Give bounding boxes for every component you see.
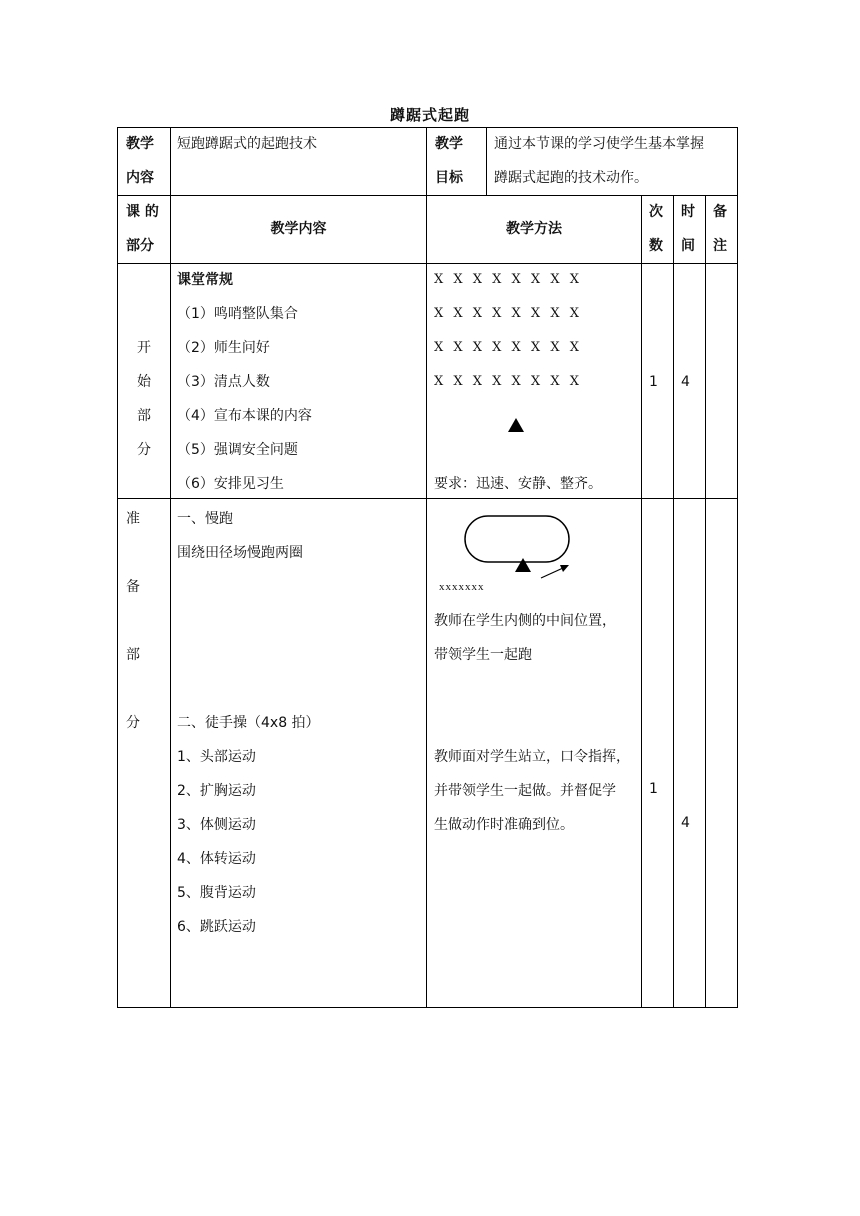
track-label: xxxxxxx	[439, 581, 485, 593]
col-header-part: 课 的	[126, 204, 159, 220]
content-label: 内容	[126, 170, 154, 186]
table-col-divider	[170, 127, 171, 1008]
track-oval	[465, 516, 569, 562]
list-item: （1）鸣哨整队集合	[177, 306, 298, 322]
direction-arrow-icon	[541, 568, 563, 578]
table-col-divider	[426, 127, 427, 1008]
method-text: 带领学生一起跑	[434, 647, 532, 663]
table-row-divider	[117, 195, 738, 196]
method-text: 生做动作时准确到位。	[434, 817, 574, 833]
goal-label: 目标	[435, 170, 463, 186]
list-item: 1、头部运动	[177, 749, 256, 765]
running-track-diagram	[457, 512, 587, 582]
list-item: 4、体转运动	[177, 851, 256, 867]
method-text: 并带领学生一起做。并督促学	[434, 783, 616, 799]
table-border-right	[737, 127, 738, 1008]
list-item: 2、扩胸运动	[177, 783, 256, 799]
col-header-method: 教学方法	[506, 221, 562, 237]
content-label: 教学	[126, 136, 154, 152]
table-col-divider	[641, 195, 642, 1008]
part-char: 始	[137, 374, 151, 390]
teacher-triangle-icon	[515, 558, 531, 572]
requirement-text: 要求：迅速、安静、整齐。	[434, 476, 602, 492]
method-text: 教师在学生内侧的中间位置，	[434, 613, 616, 629]
lesson-plan-table	[117, 127, 738, 1008]
table-border-left	[117, 127, 118, 1008]
list-item: 一、慢跑	[177, 511, 233, 527]
list-item: 二、徒手操（4x8 拍）	[177, 715, 320, 731]
col-header-note: 注	[713, 238, 727, 254]
list-item: 3、体侧运动	[177, 817, 256, 833]
page-title: 蹲踞式起跑	[389, 106, 470, 124]
teacher-triangle-icon	[508, 418, 524, 432]
goal-label: 教学	[435, 136, 463, 152]
list-item: （5）强调安全问题	[177, 442, 298, 458]
col-header-content: 教学内容	[270, 221, 327, 237]
list-item: （4）宣布本课的内容	[177, 408, 312, 424]
time-value: 4	[681, 374, 690, 390]
part-char: 部	[137, 408, 151, 424]
table-col-divider	[486, 127, 487, 196]
col-header-times: 数	[649, 238, 663, 254]
times-value: 1	[649, 781, 658, 797]
formation-row: X X X X X X X X	[434, 306, 582, 321]
table-border-bottom	[117, 1007, 738, 1008]
table-border-top	[117, 127, 738, 128]
part-char: 准	[126, 511, 140, 527]
col-header-part: 部分	[126, 238, 154, 254]
table-row-divider	[117, 263, 738, 264]
goal-value: 蹲踞式起跑的技术动作。	[494, 170, 648, 186]
col-header-time: 时	[681, 204, 695, 220]
col-header-times: 次	[649, 204, 663, 220]
time-value: 4	[681, 815, 690, 831]
formation-row: X X X X X X X X	[434, 374, 582, 389]
part-char: 分	[126, 715, 140, 731]
table-col-divider	[673, 195, 674, 1008]
list-item: （3）清点人数	[177, 374, 270, 390]
content-value: 短跑蹲踞式的起跑技术	[177, 136, 317, 152]
list-item: （6）安排见习生	[177, 476, 284, 492]
table-row-divider	[117, 498, 738, 499]
list-item: 5、腹背运动	[177, 885, 256, 901]
col-header-time: 间	[681, 238, 695, 254]
list-item: 围绕田径场慢跑两圈	[177, 545, 303, 561]
formation-row: X X X X X X X X	[434, 272, 582, 287]
formation-row: X X X X X X X X	[434, 340, 582, 355]
list-item: 6、跳跃运动	[177, 919, 256, 935]
content-heading: 课堂常规	[177, 272, 233, 288]
part-char: 开	[137, 340, 151, 356]
times-value: 1	[649, 374, 658, 390]
part-char: 部	[126, 647, 140, 663]
goal-value: 通过本节课的学习使学生基本掌握	[494, 136, 704, 152]
method-text: 教师面对学生站立，口令指挥，	[434, 749, 630, 765]
col-header-note: 备	[713, 204, 727, 220]
table-col-divider	[705, 195, 706, 1008]
part-char: 备	[126, 579, 140, 595]
part-char: 分	[137, 442, 151, 458]
list-item: （2）师生问好	[177, 340, 270, 356]
